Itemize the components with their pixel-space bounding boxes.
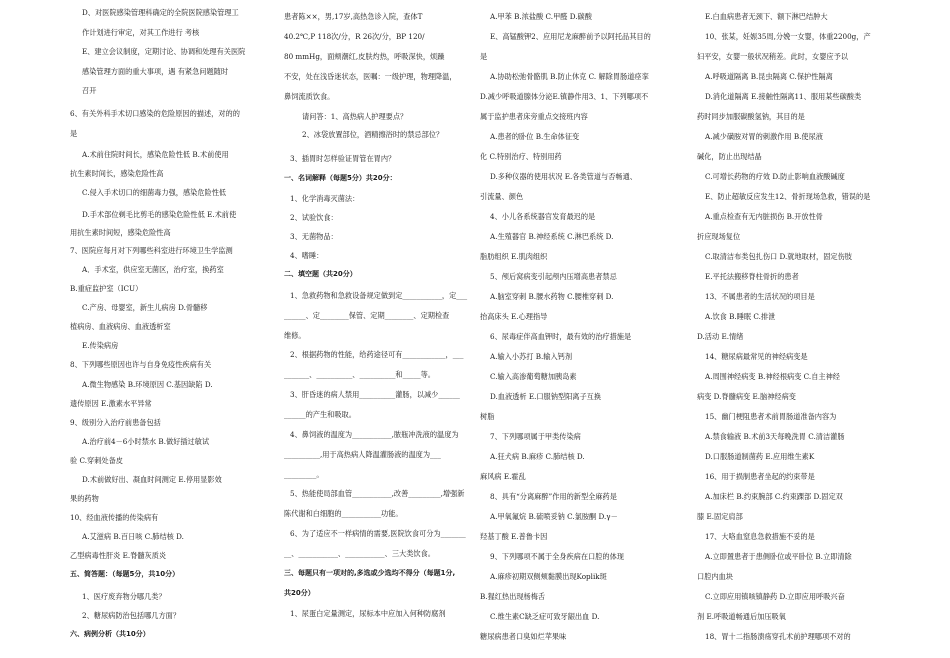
text-line: 维修。: [284, 331, 306, 340]
text-line: 抗生素时间长，感染危险性高: [70, 169, 164, 178]
text-line: 乙型病毒性肝炎 E.脊髓灰质炎: [70, 551, 167, 560]
text-line: 化 C.特别治疗、特别用药: [480, 152, 562, 161]
text-line: ______的产生和吸取。: [284, 410, 356, 419]
text-line: 果的药物: [70, 494, 99, 503]
text-line: 鼻饲流质饮食。: [284, 92, 335, 101]
text-line: 是: [480, 52, 488, 61]
text-line: 妇平安，女婴一般状况稍差。此时，女婴应予以: [697, 52, 848, 61]
text-line: 是: [70, 129, 78, 138]
text-line: A.生殖器官 B.神经系统 C.淋巴系统 D.: [490, 232, 614, 241]
text-line: 18、胃十二指肠溃疡穿孔术前护理哪项不对的: [705, 632, 851, 641]
text-line: E.平托法搬移脊柱骨折的患者: [705, 272, 799, 281]
text-line: E、建立会议制度，定期讨论、协调和处理有关医院: [82, 47, 246, 56]
text-line: 遗传原因 E.激素水平异常: [70, 399, 152, 408]
text-line: A.麻疹初期双侧颊黏膜出现Koplik斑: [490, 572, 607, 581]
text-line: 2、冰袋放置部位，酒精擦浴时的禁忌部位？: [302, 130, 444, 139]
text-line: 引流量、颜色: [480, 192, 524, 201]
text-line: 9、下列哪项不属于全身疾病在口腔的体现: [490, 552, 624, 561]
text-line: 7、医院应每月对下列哪些科室进行环境卫生学监测: [70, 246, 233, 255]
column-4: [697, 0, 890, 658]
text-line: A.患者的卧位 B.生命体征变: [490, 132, 580, 141]
text-line: A.脑室穿刺 B.腰水药物 C.腰椎穿刺 D.: [490, 292, 614, 301]
text-line: A.艾滋病 B.百日咳 C.肺结核 D.: [82, 532, 184, 541]
text-line: 2、试验饮食：: [290, 213, 338, 222]
text-line: A.立即置患者于患侧卧位或平卧位 B.立即清除: [705, 552, 852, 561]
text-line: 7、下列哪项属于甲类传染病: [490, 432, 581, 441]
text-line: A.微生物感染 B.环境原因 C.基因缺陷 D.: [82, 380, 213, 389]
column-3: [480, 0, 680, 658]
text-line: C.取清洁布类包扎伤口 D.就地取材，固定伤肢: [705, 252, 852, 261]
text-line: 1、医疗废弃物分哪几类？: [82, 592, 166, 601]
text-line: 抬高床头 E.心理指导: [480, 312, 548, 321]
text-line: C.侵入手术切口的细菌毒力强，感染危险性低: [82, 188, 227, 197]
section-heading: 六、病例分析（共10分）: [70, 630, 150, 638]
text-line: ______、定________保管、定期________、定期检查: [284, 311, 450, 320]
text-line: 14、糖尿病最常见的神经病变是: [705, 352, 808, 361]
text-line: 病变 D.脊髓病变 E.脑神经病变: [697, 392, 796, 401]
text-line: B.猩红热出现杨梅舌: [480, 592, 546, 601]
text-line: 召开: [82, 86, 97, 95]
text-line: 请问答：1、高热病人护理要点？: [302, 112, 408, 121]
text-line: 用抗生素时间短，感染危险性高: [70, 228, 171, 237]
text-line: 8、下列哪些原因也许与自身免疫性疾病有关: [70, 360, 212, 369]
text-line: D、对医院感染管理科确定的全院医院感染管理工: [82, 8, 239, 17]
text-line: A.禁食输液 B.术前3天每晚洗胃 C.清洁灌肠: [705, 432, 845, 441]
text-line: E、防止超敏反应发生12、骨折现场急救，错误的是: [705, 192, 871, 201]
text-line: A.减少磺胺对胃的刺激作用 B.使尿液: [705, 132, 823, 141]
section-heading: 二、填空题（共20分）: [284, 270, 357, 278]
text-line: A.甲苯 B.浓盐酸 C.甲醛 D.碳酸: [490, 12, 592, 21]
text-line: 树脂: [480, 412, 495, 421]
text-line: 药时同步加服碳酸氢钠，其目的是: [697, 112, 805, 121]
text-line: A．手术室，供应室无菌区，治疗室，换药室: [82, 265, 224, 274]
text-line: 5、热能使局部血管___________,改善_________,增强新: [290, 489, 465, 498]
section-heading: 三、每题只有一项对的,多选或少选均不得分（每题1分,: [284, 569, 456, 577]
text-line: C.产房、母婴室，新生儿病房 D.骨髓移: [82, 303, 208, 312]
text-line: 3、插胃时怎样验证胃管在胃内？: [290, 154, 396, 163]
text-line: 作计划进行审定，对其工作进行 考核: [82, 28, 200, 37]
text-line: 3、肝昏迷的病人禁用__________灌肠，以减少______: [290, 390, 460, 399]
text-line: 17、大咯血窒息急救措施不妥的是: [705, 532, 815, 541]
text-line: 陈代谢和白细胞的___________功能。: [284, 509, 403, 518]
text-line: 口腔内血块: [697, 572, 733, 581]
text-line: D.血液透析 E.口服钠型阳离子互换: [490, 392, 602, 401]
text-line: D.口服肠道制菌药 E.应用维生素K: [705, 452, 815, 461]
text-line: 15、幽门梗阻患者术前胃肠道准备内容为: [705, 412, 837, 421]
text-line: D.多种仪器的使用状况 E.各类管道与否畅通、: [490, 172, 637, 181]
text-line: A.狂犬病 B.麻疹 C.肺结核 D.: [490, 452, 585, 461]
text-line: C.输入高渗葡萄糖加胰岛素: [490, 372, 577, 381]
text-line: 感染管理方面的重大事项，遇 有紧急问题随时: [82, 67, 229, 76]
text-line: _________。: [284, 470, 324, 479]
text-line: 2、根据药物的性能，给药途径可有____________，___: [290, 350, 464, 359]
text-line: 1、化学消毒灭菌法：: [290, 194, 360, 203]
text-line: 40.2℃,P 118次/分，R 26次/分，BP 120/: [284, 32, 425, 41]
section-heading: 共20分）: [284, 589, 315, 597]
text-line: 麻风病 E.霍乱: [480, 472, 526, 481]
text-line: D.手术部位剃毛比剪毛的感染危险性低 E.术前使: [82, 210, 237, 219]
text-line: C.立即应用镇咳镇静药 D.立即应用呼吸兴奋: [705, 592, 845, 601]
text-line: 属于监护患者床旁重点交接班内容: [480, 112, 588, 121]
text-line: 5、颅后窝病变引起颅内压增高患者禁忌: [490, 272, 617, 281]
text-line: 羟基丁酸 E.普鲁卡因: [480, 532, 548, 541]
text-line: E、高锰酸钾2、应用尼龙麻醉前予以阿托品其目的: [490, 32, 651, 41]
text-line: 9、级别分入治疗前患备包括: [70, 418, 161, 427]
text-line: 3、无菌物品：: [290, 232, 338, 241]
text-line: 植病房、血液病房、血液透析室: [70, 322, 171, 331]
text-line: 不安，处在浅昏迷状态，医嘱：一级护理，物理降温，: [284, 72, 457, 81]
text-line: C.可增长药物的疗效 D.防止影响血液酸碱度: [705, 172, 845, 181]
text-line: B.重症监护室（ICU）: [70, 284, 143, 293]
text-line: 1、尿蛋白定量测定，尿标本中应加入何种防腐剂: [290, 609, 446, 618]
text-line: 验 C.穿刺处备皮: [70, 456, 123, 465]
text-line: 膝 E.固定肩部: [697, 512, 743, 521]
text-line: 糖尿病患者口臭如烂苹果味: [480, 632, 567, 641]
text-line: A.周围神经病变 B.神经根病变 C.自主神经: [705, 372, 840, 381]
column-1: [70, 0, 270, 658]
text-line: D.减少呼吸道腺体分泌E.镇静作用3、1、下列哪项不: [480, 92, 649, 101]
text-line: 碱化，防止出现结晶: [697, 152, 762, 161]
text-line: 4、嗜睡：: [290, 251, 324, 260]
text-line: 6、尿毒症伴高血钾时，最有效的治疗措施是: [490, 332, 632, 341]
text-line: 6、有关外科手术切口感染的危险原因的描述，对的的: [70, 109, 240, 118]
text-line: D.消化道隔离 E.接触性隔离11、服用某些碳酸类: [705, 92, 862, 101]
text-line: A.加床栏 B.约束腕部 C.约束踝部 D.固定双: [705, 492, 843, 501]
text-line: E.白血病患者无颈下、额下淋巴结肿大: [705, 12, 828, 21]
text-line: D.术前做好出、凝血时间测定 E.停用显影效: [82, 475, 222, 484]
text-line: 1、急救药物和急救设备规定做到定___________，定___: [290, 291, 468, 300]
text-line: 患者陈××，男,17岁,高热急诊入院，查体T: [284, 12, 423, 21]
text-line: 4、小儿各系统器官发育最迟的是: [490, 212, 596, 221]
column-2: [284, 0, 480, 658]
text-line: A.呼吸道隔离 B.昆虫隔离 C.保护性隔离: [705, 72, 833, 81]
section-heading: 一、名词解释（每题5分）共20分：: [284, 174, 397, 182]
text-line: A.输入小苏打 B.输入钙剂: [490, 352, 573, 361]
text-line: __________,用于高热病人降温灌肠液的温度为___: [284, 450, 441, 459]
text-line: 8、具有“分离麻醉”作用的新型全麻药是: [490, 492, 617, 501]
text-line: 脂肪组织 E.肌肉组织: [480, 252, 548, 261]
text-line: A.协助松弛骨骼肌 B.防止休克 C. 解除胃肠道痉挛: [490, 72, 649, 81]
text-line: 10、经血液传播的传染病有: [70, 513, 159, 522]
text-line: 2、糖尿病防治包括哪几方面？: [82, 611, 181, 620]
text-line: 剂 E.呼吸道畅通后加压吸氧: [697, 612, 786, 621]
text-line: __、___________、___________、三大类饮食。: [284, 549, 435, 558]
text-line: 80 mmHg，面颊潮红,皮肤灼热，呼吸深快，烦躁: [284, 52, 445, 61]
text-line: 折应现场复位: [697, 232, 741, 241]
text-line: 10、张某，妊娠35周,分娩一女婴，体重2200g，产: [705, 32, 871, 41]
text-line: D.活动 E.情绪: [697, 332, 744, 341]
text-line: A.治疗前4－6小时禁水 B.做好插过敏试: [82, 437, 210, 446]
text-line: C.维生素C缺乏症可致牙龈出血 D.: [490, 612, 600, 621]
text-line: A.饮食 B.睡眠 C.排泄: [705, 312, 776, 321]
text-line: 13、不属患者的生活状况的项目是: [705, 292, 815, 301]
text-line: 6、为了适应不一样病情的需要,医院饮食可分为_______: [290, 529, 466, 538]
text-line: E.传染病房: [82, 341, 119, 350]
text-line: _______、__________、__________和_____等。: [284, 370, 435, 379]
text-line: 4、鼻饲液的温度为___________,脓瓶冲洗液的温度为: [290, 430, 459, 439]
text-line: A.术前住院时间长，感染危险性低 B.术前使用: [82, 150, 229, 159]
text-line: A.甲氧氟烷 B.硫喷妥钠 C.氯胺酮 D.γ－: [490, 512, 618, 521]
text-line: 16、用于损制患者坐起的约束带是: [705, 472, 815, 481]
text-line: A.重点检查有无内脏损伤 B.开放性骨: [705, 212, 823, 221]
section-heading: 五、简答题：（每题5分，共10分）: [70, 570, 180, 578]
